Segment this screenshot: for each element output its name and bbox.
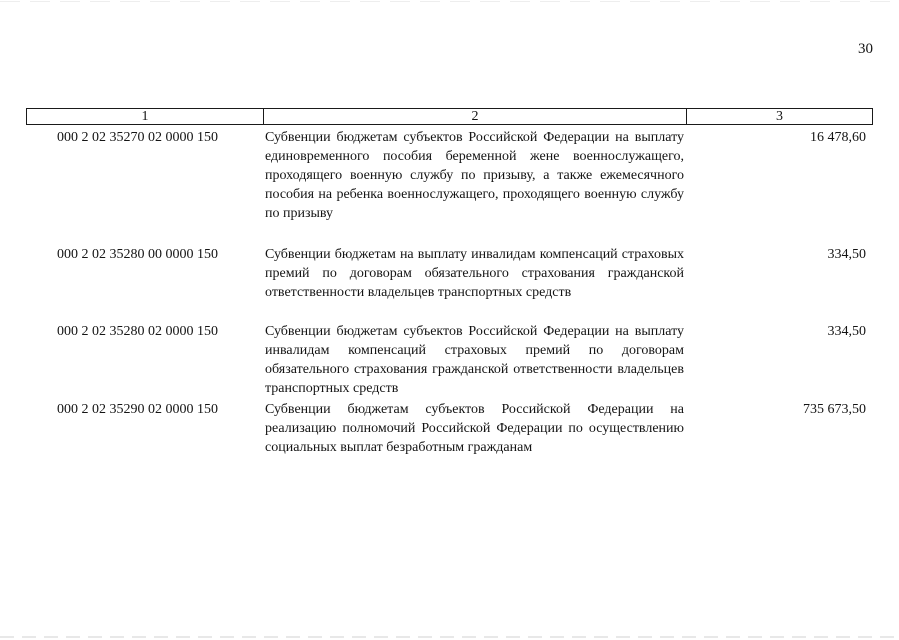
scan-edge-bottom xyxy=(0,636,899,638)
table-header-row xyxy=(26,108,873,125)
column-header-2: 2 xyxy=(264,109,687,124)
budget-code: 000 2 02 35280 00 0000 150 xyxy=(57,247,218,262)
row-description: Субвенции бюджетам субъектов Российской Федерации на выплату инвалидам компенсаций страховых премий по договорам обязательного страхования гражданской ответственности владельцев транспортных средств xyxy=(265,324,684,396)
row-description: Субвенции бюджетам субъектов Российской Федерации на реализацию полномочий Российской Федерации по осуществлению социальных выплат безработным гражданам xyxy=(265,402,684,455)
row-description: Субвенции бюджетам субъектов Российской Федерации на выплату единовременного пособия беременной жене военнослужащего, проходящего военную службу по призыву, а также ежемесячного пособия на ребенка военнослужащего, проходящего военную службу по призыву xyxy=(265,130,684,221)
budget-code: 000 2 02 35270 02 0000 150 xyxy=(57,130,218,145)
column-header-1: 1 xyxy=(27,109,264,124)
row-amount: 735 673,50 xyxy=(803,402,866,417)
scan-edge-top xyxy=(0,1,899,2)
row-amount: 16 478,60 xyxy=(810,130,866,145)
budget-code: 000 2 02 35280 02 0000 150 xyxy=(57,324,218,339)
column-header-3: 3 xyxy=(776,109,783,124)
row-amount: 334,50 xyxy=(827,324,866,339)
budget-code: 000 2 02 35290 02 0000 150 xyxy=(57,402,218,417)
page-number: 30 xyxy=(858,41,873,57)
row-amount: 334,50 xyxy=(827,247,866,262)
row-description: Субвенции бюджетам на выплату инвалидам компенсаций страховых премий по договорам обязательного страхования гражданской ответственности владельцев транспортных средств xyxy=(265,247,684,300)
